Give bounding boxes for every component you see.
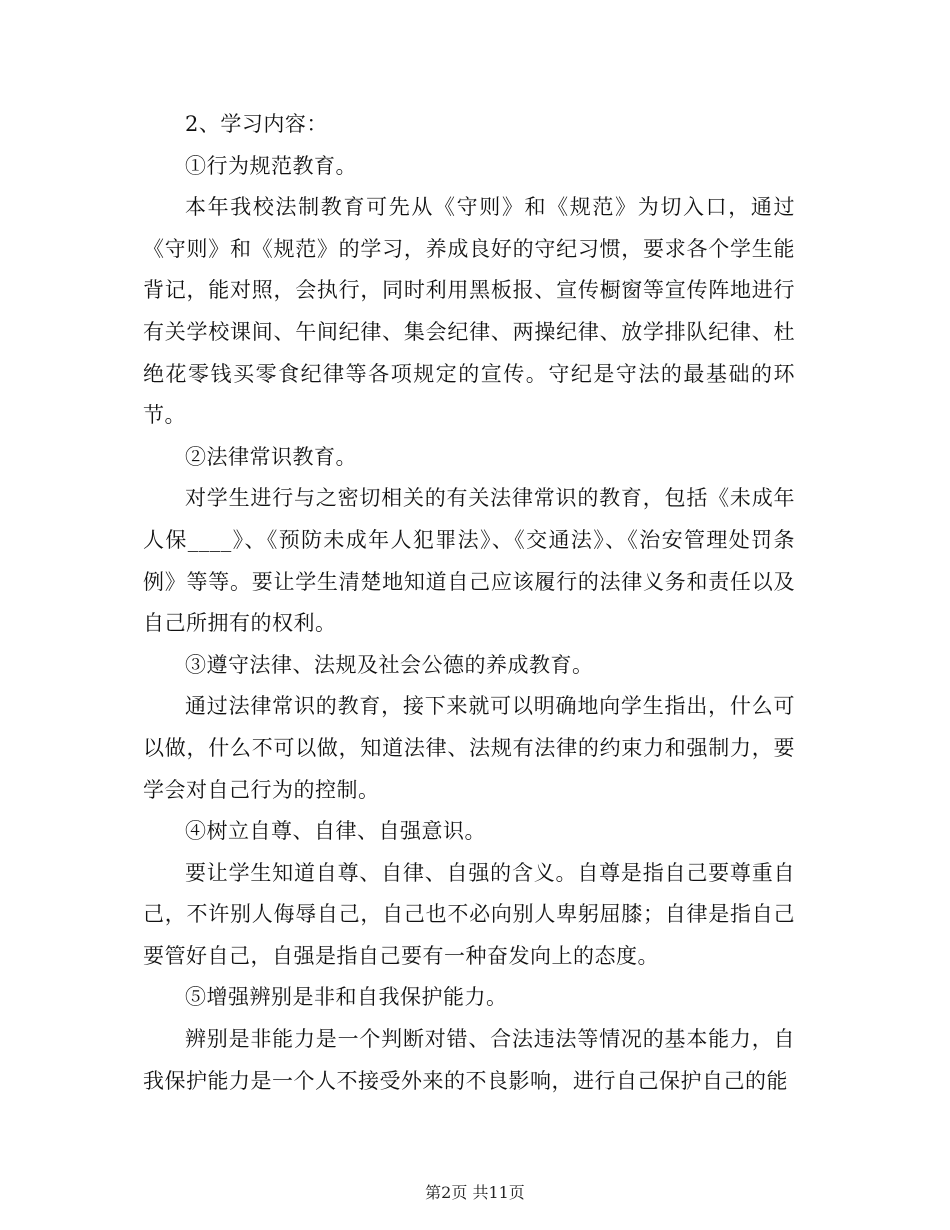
section-heading: 2、学习内容： bbox=[185, 112, 328, 136]
paragraph-self-respect: 要让学生知道自尊、自律、自强的含义。自尊是指自己要尊重自己，不许别人侮辱自己，自己也不必向别人卑躬屈膝；自律是指自己要管好自己，自强是指自己要有一种奋发向上的态度。 bbox=[143, 860, 795, 968]
subheading-self-respect: ④树立自尊、自律、自强意识。 bbox=[185, 819, 486, 844]
subheading-self-protection: ⑤增强辨别是非和自我保护能力。 bbox=[185, 985, 508, 1010]
paragraph-law-compliance: 通过法律常识的教育，接下来就可以明确地向学生指出，什么可以做，什么不可以做，知道法律、法规有法律的约束力和强制力，要学会对自己行为的控制。 bbox=[143, 694, 795, 802]
subheading-behavior-norms: ①行为规范教育。 bbox=[185, 153, 357, 178]
paragraph-self-protection: 辨别是非能力是一个判断对错、合法违法等情况的基本能力，自我保护能力是一个人不接受外来的不良影响，进行自己保护自己的能 bbox=[143, 1027, 795, 1093]
page-number-footer: 第2页 共11页 bbox=[425, 1183, 525, 1202]
subheading-legal-knowledge: ②法律常识教育。 bbox=[185, 444, 357, 469]
paragraph-behavior-norms: 本年我校法制教育可先从《守则》和《规范》为切入口，通过《守则》和《规范》的学习，养成良好的守纪习惯，要求各个学生能背记，能对照，会执行，同时利用黑板报、宣传橱窗等宣传阵地进行有关学校课间、午间纪律、集会纪律、两操纪律、放学排队纪律、杜绝花零钱买零食纪律等各项规定的宣传。守纪是守法的最基础的环节。 bbox=[143, 195, 795, 428]
document-body bbox=[143, 104, 795, 1102]
paragraph-legal-knowledge: 对学生进行与之密切相关的有关法律常识的教育，包括《未成年人保____》、《预防未成年人犯罪法》、《交通法》、《治安管理处罚条例》等等。要让学生清楚地知道自己应该履行的法律义务和责任以及自己所拥有的权利。 bbox=[143, 486, 795, 636]
subheading-law-compliance: ③遵守法律、法规及社会公德的养成教育。 bbox=[185, 652, 594, 677]
